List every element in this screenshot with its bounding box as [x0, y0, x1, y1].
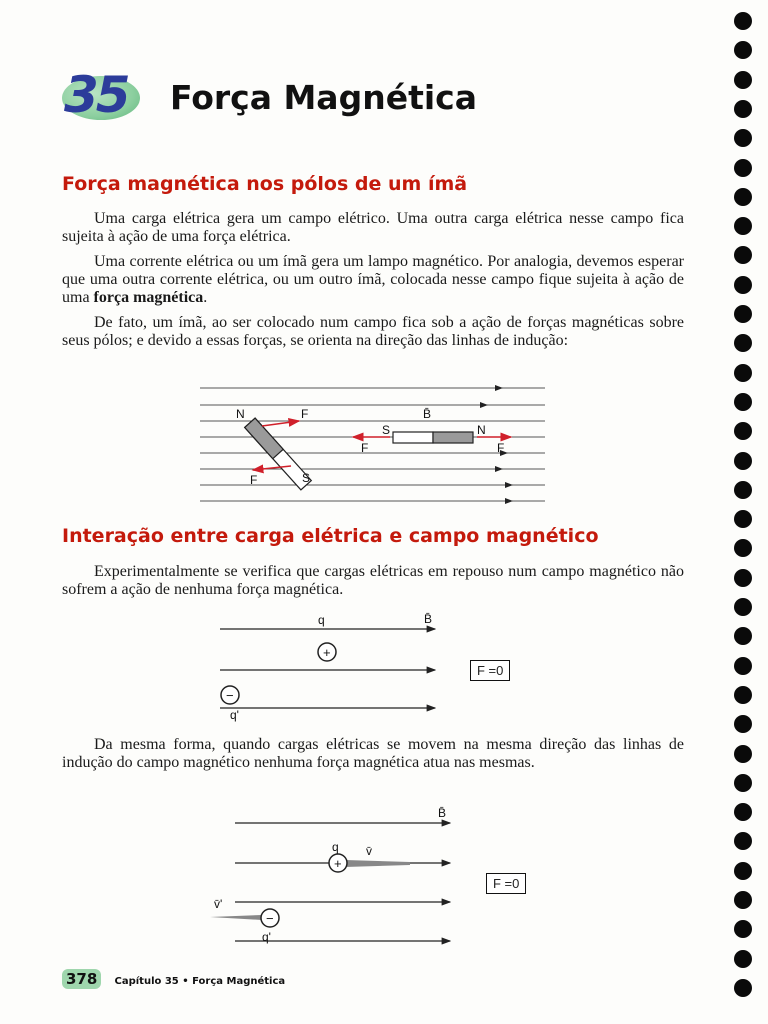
- binding-hole: [734, 246, 752, 264]
- horizontal-magnet-south: [393, 432, 433, 443]
- paragraph: Uma carga elétrica gera um campo elétrico. Uma outra carga elétrica nesse campo fica sujeita à ação de uma força elétrica.: [62, 210, 684, 245]
- binding-hole: [734, 832, 752, 850]
- plus-sign: +: [323, 645, 331, 660]
- chapter-reference: Capítulo 35 • Força Magnética: [114, 976, 286, 987]
- binding-hole: [734, 598, 752, 616]
- binding-hole: [734, 100, 752, 118]
- section-title-1: Força magnética nos pólos de um ímã: [62, 173, 468, 195]
- field-arrowhead: [495, 385, 503, 391]
- chapter-number: 35: [64, 66, 128, 124]
- label-q: q: [318, 613, 325, 627]
- figure-charges-at-rest: [215, 612, 455, 722]
- binding-hole: [734, 891, 752, 909]
- label-q: q: [332, 840, 339, 854]
- page-number: 378: [62, 969, 101, 989]
- section-1-text: [62, 210, 684, 357]
- label-F: F: [497, 441, 505, 455]
- section-2-text: [62, 563, 684, 606]
- page-footer: [62, 970, 285, 988]
- label-N: N: [236, 407, 245, 421]
- spiral-binding: [734, 12, 754, 1012]
- minus-sign: −: [266, 911, 274, 926]
- minus-sign: −: [226, 688, 234, 703]
- binding-hole: [734, 481, 752, 499]
- binding-hole: [734, 950, 752, 968]
- binding-hole: [734, 715, 752, 733]
- label-q-prime: q': [262, 930, 271, 944]
- result-box: F =0: [470, 660, 510, 681]
- binding-hole: [734, 539, 752, 557]
- binding-hole: [734, 276, 752, 294]
- binding-hole: [734, 41, 752, 59]
- velocity-arrow: [210, 915, 262, 920]
- binding-hole: [734, 862, 752, 880]
- bold-term: força magnética: [93, 289, 204, 306]
- binding-hole: [734, 188, 752, 206]
- paragraph: [62, 253, 684, 307]
- section-title-2: Interação entre carga elétrica e campo magnético: [62, 525, 599, 547]
- result-box: F =0: [486, 873, 526, 894]
- force-arrow: [262, 421, 299, 426]
- binding-hole: [734, 627, 752, 645]
- binding-hole: [734, 305, 752, 323]
- figure-magnets-in-field: [195, 380, 555, 510]
- label-B: B̄: [424, 612, 433, 626]
- binding-hole: [734, 920, 752, 938]
- label-F: F: [250, 473, 258, 487]
- field-arrowhead: [495, 466, 503, 472]
- binding-hole: [734, 217, 752, 235]
- binding-hole: [734, 803, 752, 821]
- binding-hole: [734, 393, 752, 411]
- binding-hole: [734, 569, 752, 587]
- label-q-prime: q': [230, 708, 239, 722]
- horizontal-magnet-north: [433, 432, 473, 443]
- binding-hole: [734, 334, 752, 352]
- section-3-text: [62, 736, 684, 779]
- binding-hole: [734, 979, 752, 997]
- binding-hole: [734, 745, 752, 763]
- binding-hole: [734, 12, 752, 30]
- binding-hole: [734, 422, 752, 440]
- binding-hole: [734, 364, 752, 382]
- velocity-arrow: [345, 860, 410, 867]
- label-F: F: [361, 441, 369, 455]
- paragraph: Da mesma forma, quando cargas elétricas se movem na mesma direção das linhas de indução do campo magnético nenhuma força magnética atua nas mesmas.: [62, 736, 684, 771]
- binding-hole: [734, 510, 752, 528]
- field-arrowhead: [505, 482, 513, 488]
- paragraph-text: Uma corrente elétrica ou um ímã gera um lampo magnético. Por analogia, devemos esperar que uma outra corrente elétrica, ou um outro ímã, colocada nesse campo fique sujeita à ação de uma: [62, 253, 684, 306]
- paragraph: De fato, um ímã, ao ser colocado num campo fica sob a ação de forças magnéticas sobre seus pólos; e devido a essas forças, se orienta na direção das linhas de indução:: [62, 314, 684, 349]
- binding-hole: [734, 686, 752, 704]
- binding-hole: [734, 774, 752, 792]
- binding-hole: [734, 71, 752, 89]
- plus-sign: +: [334, 856, 342, 871]
- chapter-number-badge: [60, 66, 155, 124]
- binding-hole: [734, 159, 752, 177]
- label-B: B̄: [423, 407, 432, 421]
- figure-moving-charges: [200, 805, 465, 955]
- binding-hole: [734, 452, 752, 470]
- field-arrowhead: [480, 402, 488, 408]
- binding-hole: [734, 129, 752, 147]
- binding-hole: [734, 657, 752, 675]
- label-N: N: [477, 423, 486, 437]
- label-v-prime: v̄': [214, 897, 223, 911]
- paragraph: Experimentalmente se verifica que cargas elétricas em repouso num campo magnético não sofrem a ação de nenhuma força magnética.: [62, 563, 684, 598]
- paragraph-end: .: [203, 289, 208, 306]
- label-v: v̄: [366, 844, 372, 858]
- label-S: S: [382, 423, 391, 437]
- field-arrowhead: [505, 498, 513, 504]
- label-B: B̄: [438, 806, 447, 820]
- chapter-title: Força Magnética: [170, 78, 477, 117]
- label-F: F: [301, 407, 309, 421]
- label-S: S: [302, 471, 311, 485]
